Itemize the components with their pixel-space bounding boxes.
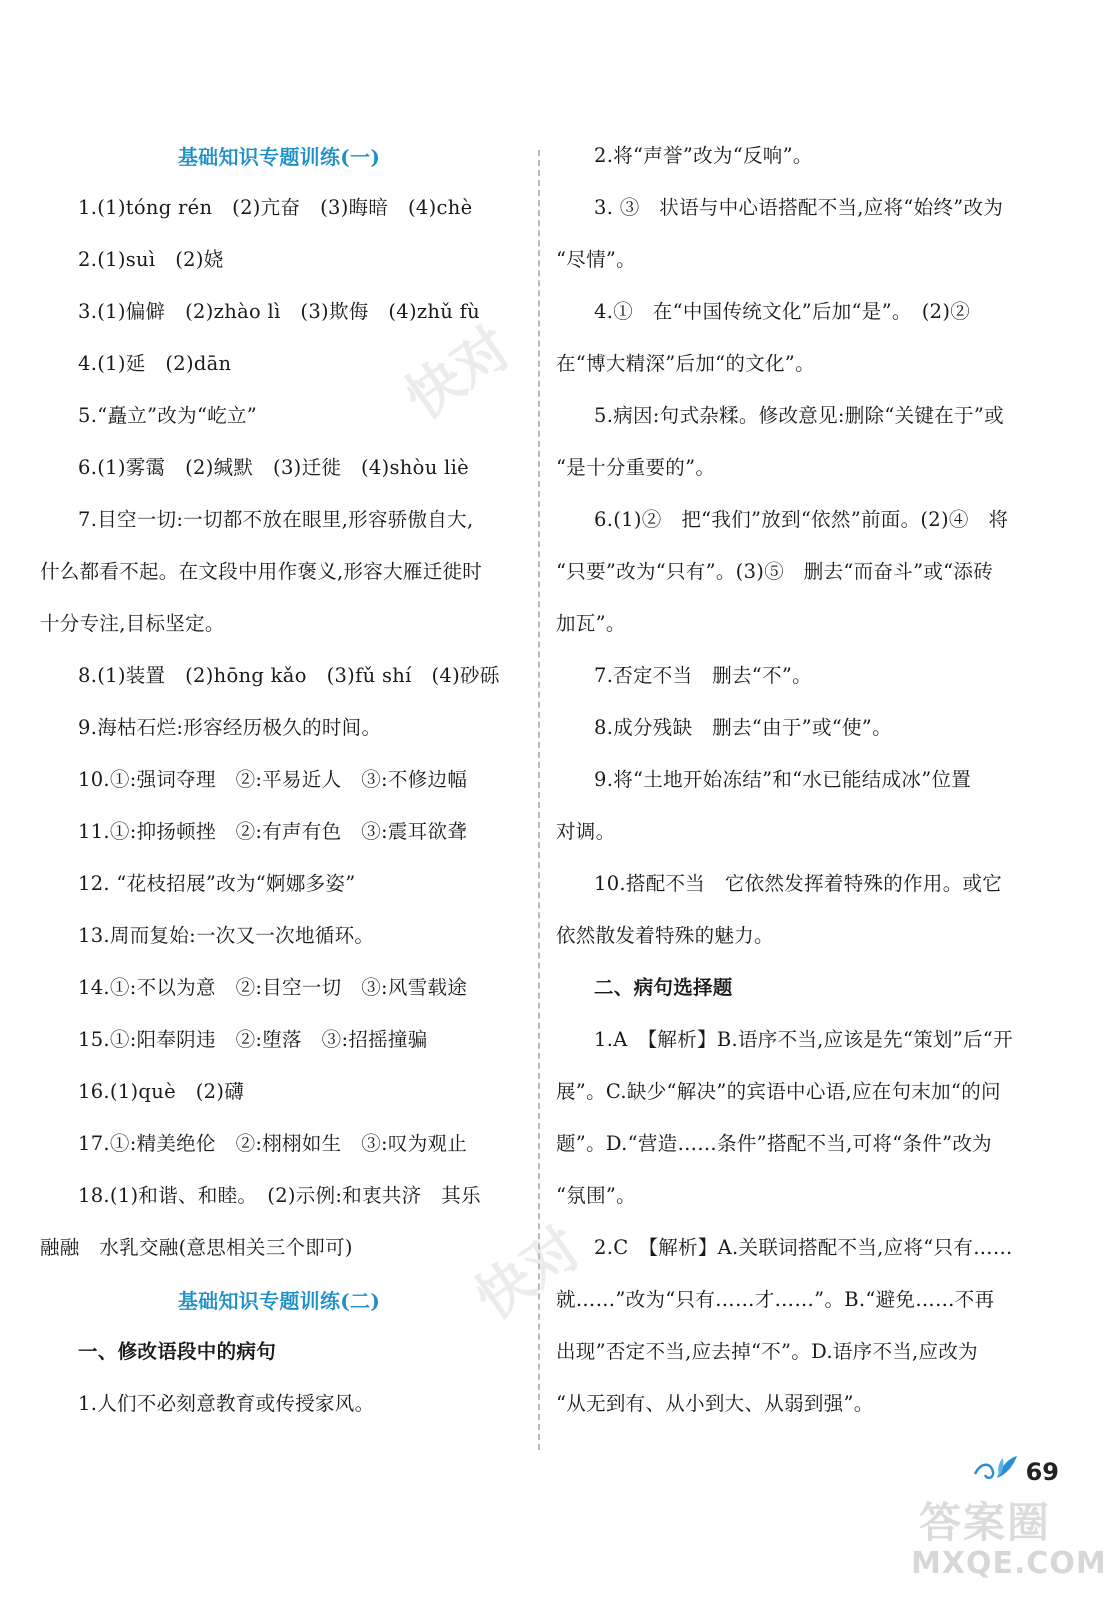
answer-line: 4.① 在“中国传统文化”后加“是”。 (2)② <box>594 300 971 323</box>
answer-line: 什么都看不起。在文段中用作褒义,形容大雁迁徙时 <box>40 560 483 583</box>
left-column <box>40 130 518 1430</box>
answer-line: 8.(1)装置 (2)hōng kǎo (3)fǔ shí (4)砂砾 <box>78 664 500 687</box>
answer-line: 3. ③ 状语与中心语搭配不当,应将“始终”改为 <box>594 196 1004 219</box>
page-number: 69 <box>1025 1458 1059 1486</box>
answer-line: 1.(1)tóng rén (2)亢奋 (3)晦暗 (4)chè <box>78 196 473 219</box>
answer-line: 1.A 【解析】B.语序不当,应该是先“策划”后“开 <box>594 1028 1013 1051</box>
brand-logo <box>911 1488 1107 1592</box>
answer-line: 7.目空一切:一切都不放在眼里,形容骄傲自大, <box>78 508 474 531</box>
answer-line: “只要”改为“只有”。(3)⑤ 删去“而奋斗”或“添砖 <box>556 560 994 583</box>
right-column <box>556 130 1036 1430</box>
answer-line: 融融 水乳交融(意思相关三个即可) <box>40 1236 353 1259</box>
answer-line: 5.“矗立”改为“屹立” <box>78 404 258 427</box>
answer-line: 就……”改为“只有……才……”。B.“避免……不再 <box>556 1288 995 1311</box>
answer-line: 出现”否定不当,应去掉“不”。D.语序不当,应改为 <box>556 1340 978 1363</box>
brand-url: MXQE.COM <box>911 1546 1107 1581</box>
answer-line: 9.将“土地开始冻结”和“水已能结成冰”位置 <box>594 768 972 791</box>
answer-line: 18.(1)和谐、和睦。 (2)示例:和衷共济 其乐 <box>78 1184 481 1207</box>
answer-line: 6.(1)② 把“我们”放到“依然”前面。(2)④ 将 <box>594 508 1009 531</box>
answer-line: 6.(1)雾霭 (2)缄默 (3)迁徙 (4)shòu liè <box>78 456 469 479</box>
answer-line: 10.搭配不当 它依然发挥着特殊的作用。或它 <box>594 872 1003 895</box>
answer-line: 题”。D.“营造……条件”搭配不当,可将“条件”改为 <box>556 1132 992 1155</box>
answer-line: 十分专注,目标坚定。 <box>40 612 225 635</box>
answer-line: 2.C 【解析】A.关联词搭配不当,应将“只有…… <box>594 1236 1013 1259</box>
subsection-heading: 二、病句选择题 <box>594 976 733 999</box>
answer-line: “尽情”。 <box>556 248 636 271</box>
watermark: 快对 <box>464 1214 594 1333</box>
answer-line: 依然散发着特殊的魅力。 <box>556 924 774 947</box>
flourish-icon <box>973 1452 1019 1486</box>
brand-name: 答案圈 <box>919 1498 1052 1547</box>
subsection-heading: 一、修改语段中的病句 <box>78 1340 277 1363</box>
section-heading: 基础知识专题训练(二) <box>177 1289 381 1313</box>
answer-line: 8.成分残缺 删去“由于”或“使”。 <box>594 716 892 739</box>
section-heading: 基础知识专题训练(一) <box>177 145 381 169</box>
answer-line: 1.人们不必刻意教育或传授家风。 <box>78 1392 375 1415</box>
answer-line: 9.海枯石烂:形容经历极久的时间。 <box>78 716 382 739</box>
answer-line: 对调。 <box>556 820 616 843</box>
answer-line: 15.①:阳奉阴违 ②:堕落 ③:招摇撞骗 <box>78 1028 428 1051</box>
answer-line: 10.①:强词夺理 ②:平易近人 ③:不修边幅 <box>78 768 468 791</box>
watermark: 快对 <box>394 314 524 433</box>
answer-line: “从无到有、从小到大、从弱到强”。 <box>556 1392 874 1415</box>
answer-line: 3.(1)偏僻 (2)zhào lì (3)欺侮 (4)zhǔ fù <box>78 300 481 323</box>
answer-line: “是十分重要的”。 <box>556 456 716 479</box>
answer-line: 16.(1)què (2)礴 <box>78 1080 245 1103</box>
answer-line: 17.①:精美绝伦 ②:栩栩如生 ③:叹为观止 <box>78 1132 468 1155</box>
answer-line: 13.周而复始:一次又一次地循环。 <box>78 924 375 947</box>
answer-line: 12. “花枝招展”改为“婀娜多姿” <box>78 872 356 895</box>
column-divider <box>538 150 540 1450</box>
answer-line: 在“博大精深”后加“的文化”。 <box>556 352 815 375</box>
answer-line: 加瓦”。 <box>556 612 626 635</box>
answer-line: 展”。C.缺少“解决”的宾语中心语,应在句末加“的问 <box>556 1080 1001 1103</box>
answer-line: 5.病因:句式杂糅。修改意见:删除“关键在于”或 <box>594 404 1004 427</box>
answer-line: “氛围”。 <box>556 1184 636 1207</box>
answer-line: 2.(1)suì (2)娆 <box>78 248 224 271</box>
answer-line: 11.①:抑扬顿挫 ②:有声有色 ③:震耳欲聋 <box>78 820 468 843</box>
answer-line: 14.①:不以为意 ②:目空一切 ③:风雪载途 <box>78 976 468 999</box>
answer-line: 4.(1)延 (2)dān <box>78 352 232 375</box>
answer-line: 2.将“声誉”改为“反响”。 <box>594 144 813 167</box>
answer-line: 7.否定不当 删去“不”。 <box>594 664 812 687</box>
